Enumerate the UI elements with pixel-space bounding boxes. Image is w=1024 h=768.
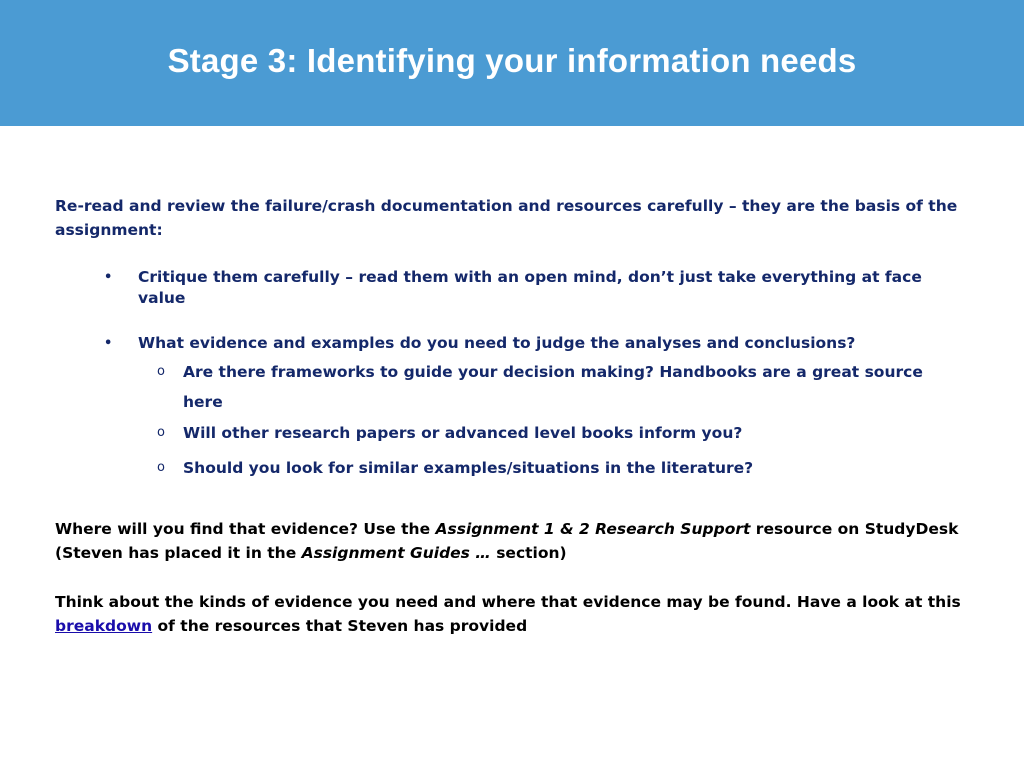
slide-title: Stage 3: Identifying your information needs: [167, 42, 857, 79]
bullet-dot-icon: •: [104, 270, 113, 285]
circle-bullet-icon: o: [157, 460, 165, 475]
where-italic-section: Assignment Guides …: [301, 544, 491, 562]
sub-bullet-item: [138, 421, 965, 445]
where-text: section): [490, 544, 567, 562]
sub-bullet-list: [138, 357, 965, 480]
bullet-dot-icon: •: [104, 336, 113, 351]
sub-bullet-item: [138, 456, 965, 480]
bullet-list: [55, 267, 965, 480]
where-text: resource on StudyDesk (Steven has placed it in the: [55, 520, 959, 562]
think-text: Think about the kinds of evidence you need and where that evidence may be found. Have a look at this: [55, 593, 961, 611]
title-banner: [0, 0, 1024, 126]
slide-body: [55, 194, 965, 638]
bullet-text: Critique them carefully – read them with an open mind, don’t just take everything at face value: [138, 268, 922, 307]
where-italic-resource: Assignment 1 & 2 Research Support: [435, 520, 751, 538]
bullet-item: [55, 333, 965, 480]
circle-bullet-icon: o: [157, 425, 165, 440]
where-text: Where will you find that evidence? Use the: [55, 520, 436, 538]
where-paragraph: [55, 517, 965, 565]
think-text: of the resources that Steven has provided: [152, 617, 528, 635]
sub-bullet-text: Should you look for similar examples/situations in the literature?: [183, 459, 754, 477]
sub-bullet-item: [138, 357, 965, 417]
breakdown-link[interactable]: breakdown: [55, 617, 153, 635]
think-paragraph: [55, 590, 965, 638]
circle-bullet-icon: o: [157, 364, 165, 379]
sub-bullet-text: Are there frameworks to guide your decision making? Handbooks are a great source here: [183, 363, 923, 411]
bullet-item: [55, 267, 965, 309]
intro-paragraph: Re-read and review the failure/crash documentation and resources carefully – they are the basis of the assignment:: [55, 197, 958, 239]
bullet-text: What evidence and examples do you need to judge the analyses and conclusions?: [138, 334, 856, 352]
sub-bullet-text: Will other research papers or advanced level books inform you?: [183, 424, 743, 442]
